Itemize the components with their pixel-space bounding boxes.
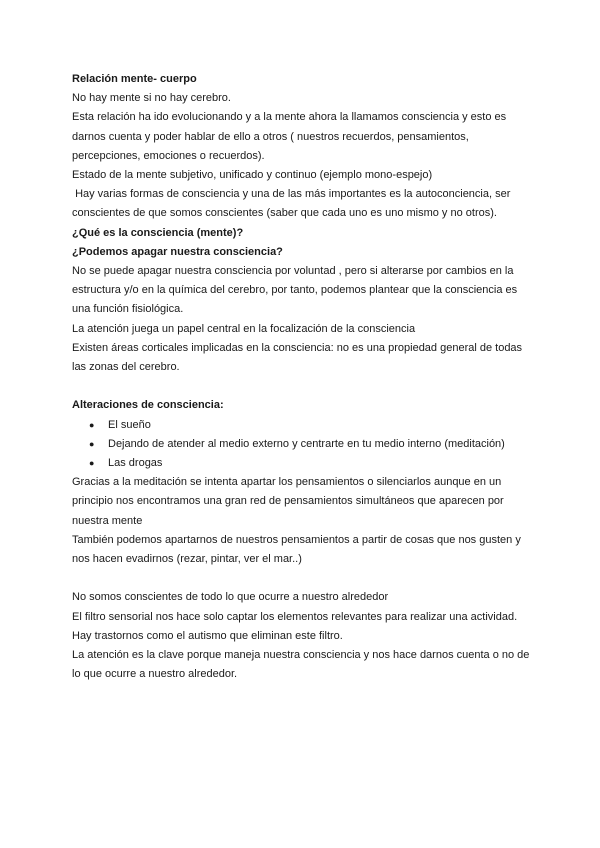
bullet-list xyxy=(72,416,532,474)
bullet-icon: ● xyxy=(89,419,95,430)
paragraph: Estado de la mente subjetivo, unificado y continuo (ejemplo mono-espejo) xyxy=(72,169,433,182)
paragraph: La atención juega un papel central en la focalización de la consciencia xyxy=(72,322,416,335)
paragraph: Hay trastornos como el autismo que eliminan este filtro. xyxy=(72,629,343,642)
blank-line xyxy=(72,377,532,396)
section-heading: Alteraciones de consciencia: xyxy=(72,399,224,412)
list-item-text: El sueño xyxy=(108,418,151,431)
section-heading: ¿Podemos apagar nuestra consciencia? xyxy=(72,245,283,258)
paragraph: Hay varias formas de consciencia y una de las más importantes es la autoconciencia, ser conscientes de que somos conscientes (saber que cada uno es uno mismo y no otros). xyxy=(72,188,514,220)
list-item xyxy=(72,454,532,473)
document-title: Relación mente- cuerpo xyxy=(72,73,197,85)
paragraph: El filtro sensorial nos hace solo captar los elementos relevantes para realizar una actividad. xyxy=(72,610,518,623)
paragraph: Gracias a la meditación se intenta apartar los pensamientos o silenciarlos aunque en un principio nos encontramos una gran red de pensamientos simultáneos que aparecen por nuestra mente xyxy=(72,476,504,527)
bullet-icon: ● xyxy=(89,438,95,449)
list-item xyxy=(72,416,532,435)
paragraph: La atención es la clave porque maneja nuestra consciencia y nos hace darnos cuenta o no de lo que ocurre a nuestro alrededor. xyxy=(72,649,530,681)
section-heading: ¿Qué es la consciencia (mente)? xyxy=(72,226,244,239)
paragraph: No somos conscientes de todo lo que ocurre a nuestro alrededor xyxy=(72,591,389,604)
paragraph: Esta relación ha ido evolucionando y a la mente ahora la llamamos consciencia y esto es darnos cuenta y poder hablar de ello a otros ( nuestros recuerdos, pensamientos, percepciones, emociones o recuerdos). xyxy=(72,111,507,162)
paragraph: Existen áreas corticales implicadas en la consciencia: no es una propiedad general de todas las zonas del cerebro. xyxy=(72,341,523,374)
list-item xyxy=(72,435,532,454)
blank-line xyxy=(72,569,532,588)
bullet-icon: ● xyxy=(89,458,95,469)
paragraph: También podemos apartarnos de nuestros pensamientos a partir de cosas que nos gusten y nos hacen evadirnos (rezar, pintar, ver el mar..) xyxy=(72,533,521,566)
document-body xyxy=(72,70,532,684)
list-item-text: Dejando de atender al medio externo y centrarte en tu medio interno (meditación) xyxy=(108,437,505,450)
paragraph: No hay mente si no hay cerebro. xyxy=(72,92,231,105)
list-item-text: Las drogas xyxy=(108,457,163,470)
paragraph: No se puede apagar nuestra consciencia por voluntad , pero si alterarse por cambios en la estructura y/o en la química del cerebro, por tanto, podemos plantear que la consciencia es una función fisiológica. xyxy=(72,265,518,316)
